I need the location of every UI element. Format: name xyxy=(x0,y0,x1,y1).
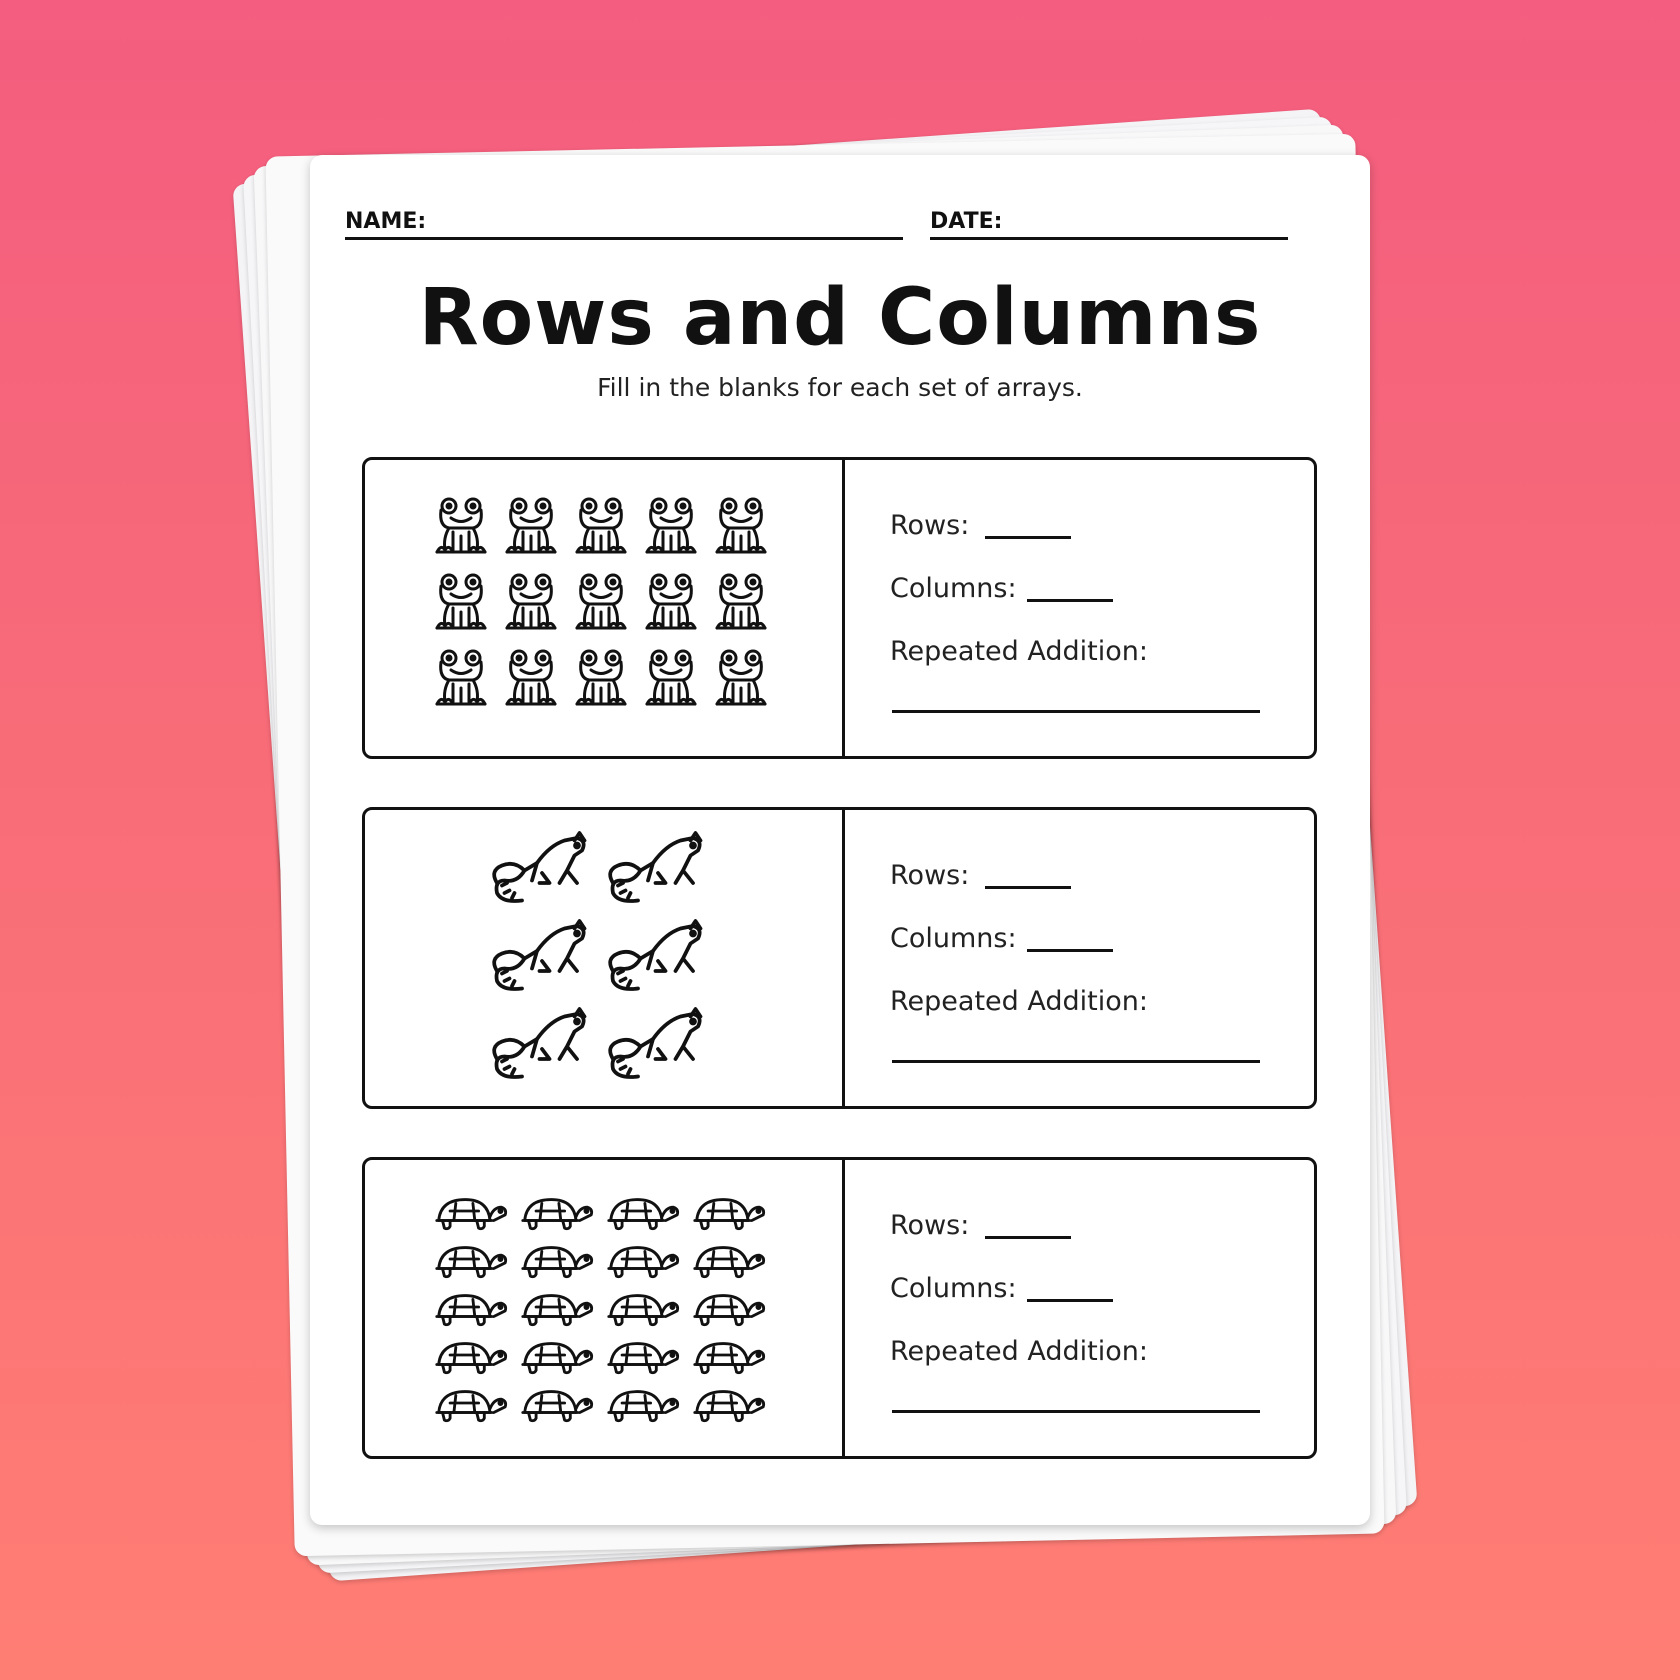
frog-icon xyxy=(507,575,555,628)
lizard-icon xyxy=(610,833,700,901)
rows-label: Rows: xyxy=(890,860,970,891)
date-field[interactable] xyxy=(930,200,1288,240)
frog-icon xyxy=(437,651,485,704)
lizard-array xyxy=(365,810,842,1106)
turtle-icon xyxy=(437,1344,506,1373)
page-title: Rows and Columns xyxy=(418,273,1262,363)
frog-icon xyxy=(507,651,555,704)
turtle-icon xyxy=(437,1200,506,1229)
turtle-icon xyxy=(609,1296,678,1325)
repeated-addition-label: Repeated Addition: xyxy=(890,1336,1148,1367)
array-card-lizards xyxy=(362,807,1317,1109)
frog-icon xyxy=(437,575,485,628)
turtle-icon xyxy=(695,1344,764,1373)
rows-blank[interactable] xyxy=(985,886,1071,889)
turtle-icon xyxy=(437,1392,506,1421)
lizard-icon xyxy=(494,833,584,901)
columns-label: Columns: xyxy=(890,923,1017,954)
turtle-icon xyxy=(523,1392,592,1421)
turtle-icon xyxy=(437,1296,506,1325)
turtle-array xyxy=(365,1160,842,1456)
turtle-icon xyxy=(609,1392,678,1421)
columns-label: Columns: xyxy=(890,573,1017,604)
frog-icon xyxy=(577,499,625,552)
repeated-addition-label: Repeated Addition: xyxy=(890,636,1148,667)
lizard-icon xyxy=(494,1009,584,1077)
card-divider xyxy=(842,460,845,756)
turtle-icon xyxy=(609,1344,678,1373)
turtle-icon xyxy=(523,1200,592,1229)
worksheet-page xyxy=(310,155,1370,1525)
turtle-icon xyxy=(523,1248,592,1277)
turtle-icon xyxy=(523,1344,592,1373)
turtle-icon xyxy=(609,1200,678,1229)
repeated-addition-blank[interactable] xyxy=(892,710,1260,713)
frog-array xyxy=(365,460,842,756)
turtle-icon xyxy=(695,1296,764,1325)
array-card-turtles xyxy=(362,1157,1317,1459)
columns-blank[interactable] xyxy=(1027,949,1113,952)
rows-blank[interactable] xyxy=(985,536,1071,539)
frog-icon xyxy=(647,499,695,552)
frog-icon xyxy=(717,575,765,628)
name-label: NAME: xyxy=(345,209,427,234)
card-divider xyxy=(842,1160,845,1456)
turtle-icon xyxy=(437,1248,506,1277)
turtle-icon xyxy=(695,1248,764,1277)
page-subtitle: Fill in the blanks for each set of arrays. xyxy=(597,373,1083,402)
turtle-icon xyxy=(609,1248,678,1277)
repeated-addition-label: Repeated Addition: xyxy=(890,986,1148,1017)
date-line xyxy=(930,237,1288,240)
array-card-frogs xyxy=(362,457,1317,759)
rows-label: Rows: xyxy=(890,1210,970,1241)
columns-label: Columns: xyxy=(890,1273,1017,1304)
card-divider xyxy=(842,810,845,1106)
rows-label: Rows: xyxy=(890,510,970,541)
frog-icon xyxy=(577,651,625,704)
turtle-icon xyxy=(695,1392,764,1421)
lizard-icon xyxy=(610,921,700,989)
rows-blank[interactable] xyxy=(985,1236,1071,1239)
date-label: DATE: xyxy=(930,209,1003,234)
name-line xyxy=(345,237,903,240)
lizard-icon xyxy=(494,921,584,989)
repeated-addition-blank[interactable] xyxy=(892,1060,1260,1063)
columns-blank[interactable] xyxy=(1027,599,1113,602)
frog-icon xyxy=(717,499,765,552)
frog-icon xyxy=(507,499,555,552)
turtle-icon xyxy=(523,1296,592,1325)
frog-icon xyxy=(437,499,485,552)
frog-icon xyxy=(577,575,625,628)
columns-blank[interactable] xyxy=(1027,1299,1113,1302)
frog-icon xyxy=(647,575,695,628)
repeated-addition-blank[interactable] xyxy=(892,1410,1260,1413)
lizard-icon xyxy=(610,1009,700,1077)
name-field[interactable] xyxy=(345,200,903,240)
turtle-icon xyxy=(695,1200,764,1229)
frog-icon xyxy=(717,651,765,704)
frog-icon xyxy=(647,651,695,704)
